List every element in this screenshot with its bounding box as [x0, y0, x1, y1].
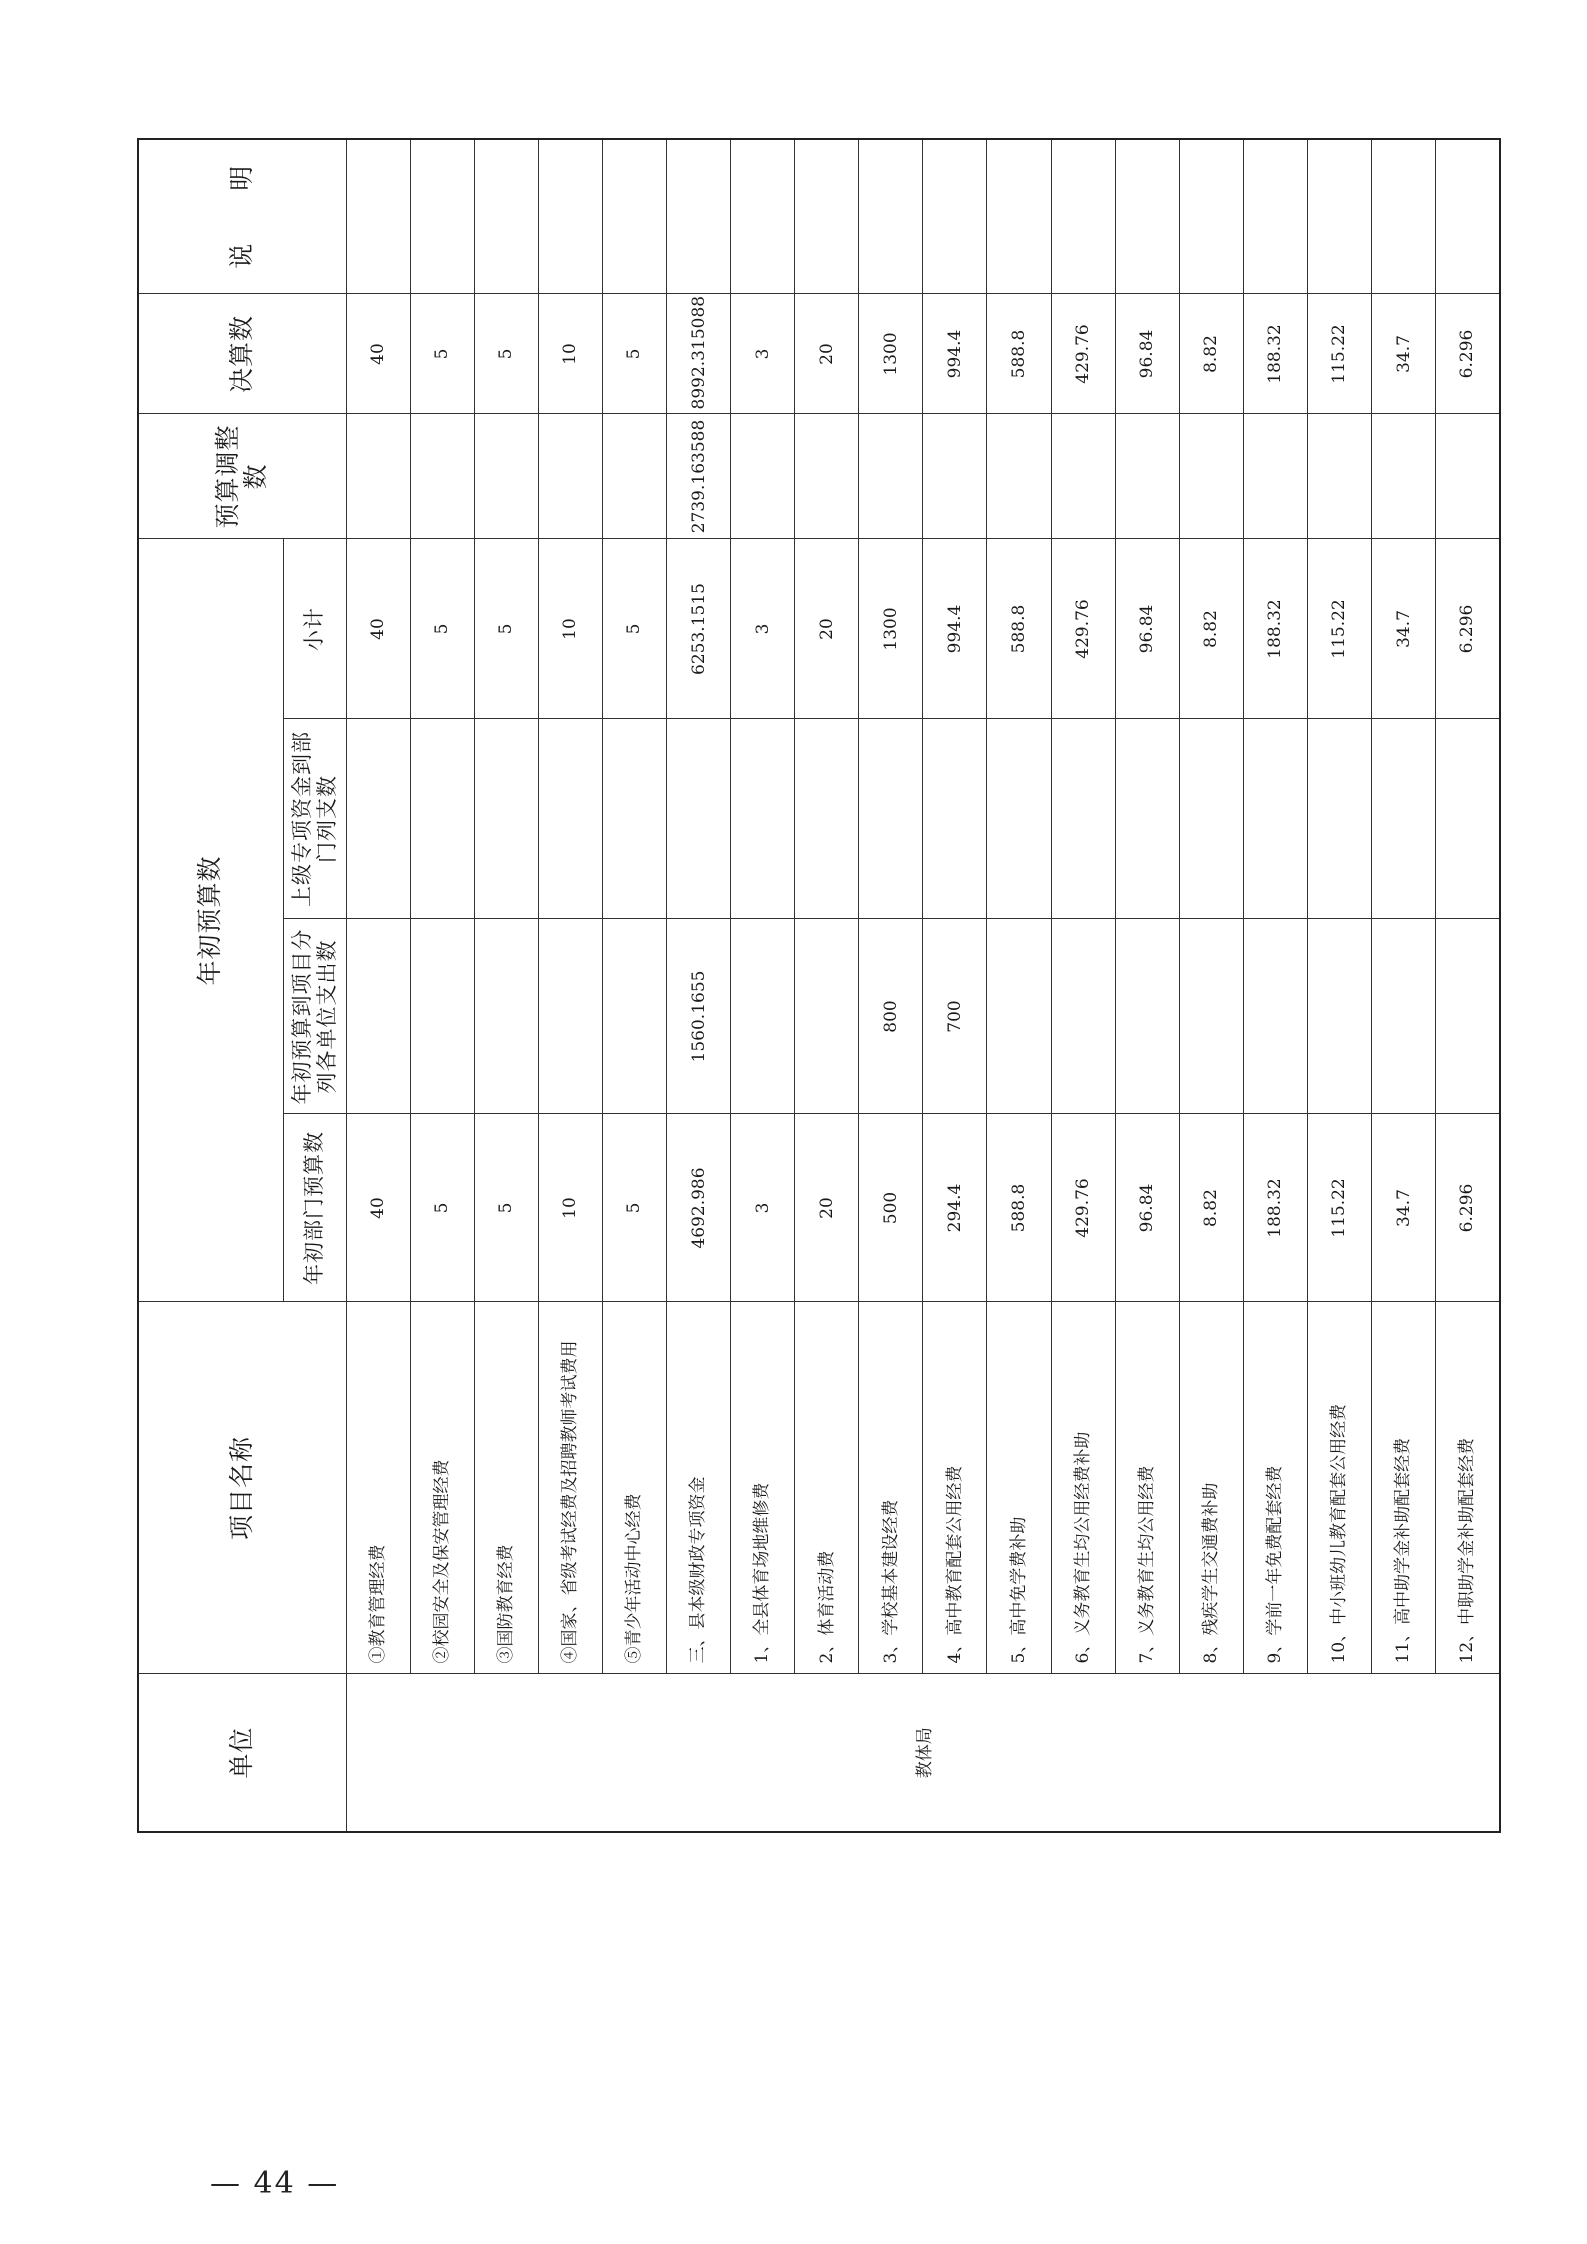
- subtotal-cell: 34.7: [1372, 539, 1436, 719]
- table-row: [731, 139, 795, 1832]
- note-cell: [731, 139, 795, 294]
- project-name-cell: 5、高中免学费补助: [987, 1302, 1051, 1674]
- allocated-cell: 1560.1655: [666, 919, 730, 1114]
- subtotal-cell: 10: [538, 539, 602, 719]
- project-name-cell: ③国防教育经费: [474, 1302, 538, 1674]
- note-cell: [1115, 139, 1179, 294]
- project-name-cell: ①教育管理经费: [346, 1302, 410, 1674]
- project-name-cell: ②校园安全及保安管理经费: [410, 1302, 474, 1674]
- header-initial-budget: 年初预算数: [138, 539, 283, 1302]
- header-note: 说 明: [138, 139, 346, 294]
- adjustment-cell: [859, 414, 923, 539]
- upper-special-cell: [1051, 719, 1115, 919]
- final-cell: 5: [410, 294, 474, 414]
- note-cell: [602, 139, 666, 294]
- note-cell: [859, 139, 923, 294]
- final-cell: 96.84: [1115, 294, 1179, 414]
- adjustment-cell: [795, 414, 859, 539]
- project-name-cell: 7、义务教育生均公用经费: [1115, 1302, 1179, 1674]
- header-row-1: [138, 139, 283, 1832]
- dept-budget-cell: 429.76: [1051, 1114, 1115, 1302]
- project-name-cell: 1、全县体育场地维修费: [731, 1302, 795, 1674]
- table-row: [602, 139, 666, 1832]
- page-number: — 44 —: [210, 2166, 340, 2201]
- adjustment-cell: [1243, 414, 1307, 539]
- header-project-allocated: 年初预算到项目分列各单位支出数: [283, 919, 346, 1114]
- table-row: [923, 139, 987, 1832]
- subtotal-cell: 3: [731, 539, 795, 719]
- dept-budget-cell: 6.296: [1436, 1114, 1500, 1302]
- upper-special-cell: [346, 719, 410, 919]
- project-name-cell: 3、学校基本建设经费: [859, 1302, 923, 1674]
- adjustment-cell: [346, 414, 410, 539]
- final-cell: 588.8: [987, 294, 1051, 414]
- adjustment-cell: [1307, 414, 1371, 539]
- note-cell: [474, 139, 538, 294]
- dept-budget-cell: 5: [602, 1114, 666, 1302]
- table-row: [474, 139, 538, 1832]
- adjustment-cell: [1179, 414, 1243, 539]
- table-row: [538, 139, 602, 1832]
- dept-budget-cell: 20: [795, 1114, 859, 1302]
- project-name-cell: 9、学前一年免费配套经费: [1243, 1302, 1307, 1674]
- adjustment-cell: 2739.163588: [666, 414, 730, 539]
- allocated-cell: [474, 919, 538, 1114]
- table-row: [1179, 139, 1243, 1832]
- final-cell: 40: [346, 294, 410, 414]
- upper-special-cell: [987, 719, 1051, 919]
- final-cell: 994.4: [923, 294, 987, 414]
- note-cell: [1179, 139, 1243, 294]
- upper-special-cell: [410, 719, 474, 919]
- subtotal-cell: 1300: [859, 539, 923, 719]
- adjustment-cell: [923, 414, 987, 539]
- subtotal-cell: 5: [474, 539, 538, 719]
- note-cell: [346, 139, 410, 294]
- allocated-cell: [410, 919, 474, 1114]
- note-cell: [538, 139, 602, 294]
- project-name-cell: 11、高中助学金补助配套经费: [1372, 1302, 1436, 1674]
- allocated-cell: [346, 919, 410, 1114]
- note-cell: [1051, 139, 1115, 294]
- dept-budget-cell: 96.84: [1115, 1114, 1179, 1302]
- final-cell: 5: [602, 294, 666, 414]
- note-cell: [1243, 139, 1307, 294]
- unit-cell: 教体局: [346, 1674, 1500, 1832]
- table-row: [1243, 139, 1307, 1832]
- table-row: [1372, 139, 1436, 1832]
- allocated-cell: [1115, 919, 1179, 1114]
- final-cell: 115.22: [1307, 294, 1371, 414]
- adjustment-cell: [474, 414, 538, 539]
- table-row: [1436, 139, 1500, 1832]
- subtotal-cell: 6.296: [1436, 539, 1500, 719]
- project-name-cell: 8、残疾学生交通费补助: [1179, 1302, 1243, 1674]
- allocated-cell: [795, 919, 859, 1114]
- table-row: [346, 139, 410, 1832]
- allocated-cell: [1372, 919, 1436, 1114]
- allocated-cell: [731, 919, 795, 1114]
- table-row: [987, 139, 1051, 1832]
- header-unit: 单位: [138, 1674, 346, 1832]
- note-cell: [795, 139, 859, 294]
- table-row: [1051, 139, 1115, 1832]
- adjustment-cell: [1372, 414, 1436, 539]
- adjustment-cell: [987, 414, 1051, 539]
- upper-special-cell: [731, 719, 795, 919]
- allocated-cell: 700: [923, 919, 987, 1114]
- allocated-cell: [1179, 919, 1243, 1114]
- subtotal-cell: 115.22: [1307, 539, 1371, 719]
- final-cell: 1300: [859, 294, 923, 414]
- upper-special-cell: [1115, 719, 1179, 919]
- upper-special-cell: [538, 719, 602, 919]
- subtotal-cell: 20: [795, 539, 859, 719]
- subtotal-cell: 588.8: [987, 539, 1051, 719]
- subtotal-cell: 5: [410, 539, 474, 719]
- subtotal-cell: 8.82: [1179, 539, 1243, 719]
- dept-budget-cell: 500: [859, 1114, 923, 1302]
- dept-budget-cell: 5: [410, 1114, 474, 1302]
- upper-special-cell: [859, 719, 923, 919]
- allocated-cell: [1243, 919, 1307, 1114]
- final-cell: 10: [538, 294, 602, 414]
- dept-budget-cell: 5: [474, 1114, 538, 1302]
- upper-special-cell: [1179, 719, 1243, 919]
- dept-budget-cell: 115.22: [1307, 1114, 1371, 1302]
- final-cell: 34.7: [1372, 294, 1436, 414]
- upper-special-cell: [795, 719, 859, 919]
- final-cell: 6.296: [1436, 294, 1500, 414]
- rotated-page-content: [137, 140, 1478, 1833]
- upper-special-cell: [923, 719, 987, 919]
- header-project-name: 项目名称: [138, 1302, 346, 1674]
- table-row: [859, 139, 923, 1832]
- adjustment-cell: [538, 414, 602, 539]
- dept-budget-cell: 188.32: [1243, 1114, 1307, 1302]
- upper-special-cell: [1372, 719, 1436, 919]
- project-name-cell: 6、义务教育生均公用经费补助: [1051, 1302, 1115, 1674]
- final-cell: 8992.315088: [666, 294, 730, 414]
- upper-special-cell: [1436, 719, 1500, 919]
- table-row: [795, 139, 859, 1832]
- subtotal-cell: 994.4: [923, 539, 987, 719]
- note-cell: [666, 139, 730, 294]
- adjustment-cell: [1051, 414, 1115, 539]
- final-cell: 5: [474, 294, 538, 414]
- subtotal-cell: 188.32: [1243, 539, 1307, 719]
- dept-budget-cell: 40: [346, 1114, 410, 1302]
- allocated-cell: 800: [859, 919, 923, 1114]
- subtotal-cell: 40: [346, 539, 410, 719]
- subtotal-cell: 5: [602, 539, 666, 719]
- note-cell: [1372, 139, 1436, 294]
- project-name-cell: 10、中小班幼儿教育配套公用经费: [1307, 1302, 1371, 1674]
- final-cell: 188.32: [1243, 294, 1307, 414]
- adjustment-cell: [410, 414, 474, 539]
- allocated-cell: [538, 919, 602, 1114]
- project-name-cell: 4、高中教育配套公用经费: [923, 1302, 987, 1674]
- project-name-cell: 三、县本级财政专项资金: [666, 1302, 730, 1674]
- dept-budget-cell: 588.8: [987, 1114, 1051, 1302]
- final-cell: 8.82: [1179, 294, 1243, 414]
- subtotal-cell: 429.76: [1051, 539, 1115, 719]
- note-cell: [987, 139, 1051, 294]
- final-cell: 429.76: [1051, 294, 1115, 414]
- table-row: [1307, 139, 1371, 1832]
- upper-special-cell: [666, 719, 730, 919]
- adjustment-cell: [602, 414, 666, 539]
- table-row: [1115, 139, 1179, 1832]
- project-name-cell: 12、中职助学金补助配套经费: [1436, 1302, 1500, 1674]
- dept-budget-cell: 8.82: [1179, 1114, 1243, 1302]
- dept-budget-cell: 34.7: [1372, 1114, 1436, 1302]
- header-upper-special: 上级专项资金到部门列支数: [283, 719, 346, 919]
- header-adjustment: 预算调整数: [138, 414, 346, 539]
- allocated-cell: [1051, 919, 1115, 1114]
- dept-budget-cell: 3: [731, 1114, 795, 1302]
- upper-special-cell: [602, 719, 666, 919]
- project-name-cell: ④国家、省级考试经费及招聘教师考试费用: [538, 1302, 602, 1674]
- upper-special-cell: [474, 719, 538, 919]
- project-name-cell: ⑤青少年活动中心经费: [602, 1302, 666, 1674]
- header-subtotal: 小计: [283, 539, 346, 719]
- note-cell: [410, 139, 474, 294]
- header-final: 决算数: [138, 294, 346, 414]
- upper-special-cell: [1307, 719, 1371, 919]
- table-row: [410, 139, 474, 1832]
- allocated-cell: [1307, 919, 1371, 1114]
- allocated-cell: [1436, 919, 1500, 1114]
- note-cell: [1307, 139, 1371, 294]
- subtotal-cell: 96.84: [1115, 539, 1179, 719]
- dept-budget-cell: 4692.986: [666, 1114, 730, 1302]
- adjustment-cell: [731, 414, 795, 539]
- dept-budget-cell: 10: [538, 1114, 602, 1302]
- upper-special-cell: [1243, 719, 1307, 919]
- adjustment-cell: [1115, 414, 1179, 539]
- budget-table: [137, 138, 1501, 1833]
- final-cell: 20: [795, 294, 859, 414]
- note-cell: [1436, 139, 1500, 294]
- final-cell: 3: [731, 294, 795, 414]
- allocated-cell: [602, 919, 666, 1114]
- table-row: [666, 139, 730, 1832]
- adjustment-cell: [1436, 414, 1500, 539]
- note-cell: [923, 139, 987, 294]
- header-dept-budget: 年初部门预算数: [283, 1114, 346, 1302]
- project-name-cell: 2、体育活动费: [795, 1302, 859, 1674]
- dept-budget-cell: 294.4: [923, 1114, 987, 1302]
- subtotal-cell: 6253.1515: [666, 539, 730, 719]
- allocated-cell: [987, 919, 1051, 1114]
